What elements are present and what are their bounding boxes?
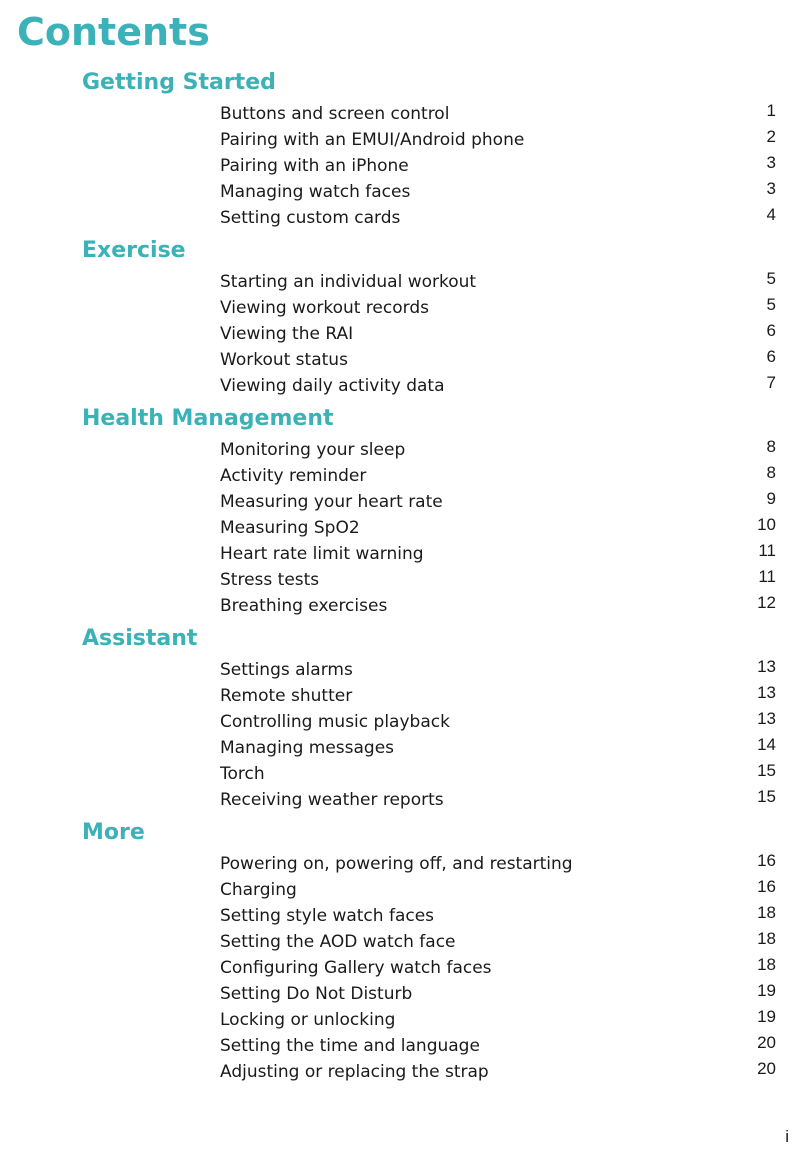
entry-title[interactable]: Viewing daily activity data xyxy=(220,376,445,396)
entry-title[interactable]: Configuring Gallery watch faces xyxy=(220,958,492,978)
entry-title[interactable]: Breathing exercises xyxy=(220,596,388,616)
toc-entry[interactable] xyxy=(0,1030,808,1056)
entry-title[interactable]: Heart rate limit warning xyxy=(220,544,424,564)
entry-title[interactable]: Settings alarms xyxy=(220,660,353,680)
toc-entry[interactable] xyxy=(0,202,808,228)
toc-entry[interactable] xyxy=(0,266,808,292)
toc-entry[interactable] xyxy=(0,486,808,512)
entry-title[interactable]: Powering on, powering off, and restarting xyxy=(220,854,573,874)
entry-page-number[interactable]: 18 xyxy=(757,955,776,974)
section-heading[interactable]: More xyxy=(82,820,145,845)
entry-title[interactable]: Stress tests xyxy=(220,570,320,590)
entry-title[interactable]: Pairing with an iPhone xyxy=(220,156,409,176)
entry-title[interactable]: Managing messages xyxy=(220,738,395,758)
entry-page-number[interactable]: 16 xyxy=(757,851,776,870)
entry-title[interactable]: Locking or unlocking xyxy=(220,1010,396,1030)
toc-entry[interactable] xyxy=(0,732,808,758)
toc-section-exercise xyxy=(0,236,808,396)
entry-title[interactable]: Starting an individual workout xyxy=(220,272,477,292)
toc-entry[interactable] xyxy=(0,564,808,590)
entry-page-number[interactable]: 20 xyxy=(757,1059,776,1078)
entry-page-number[interactable]: 4 xyxy=(766,205,776,224)
entry-title[interactable]: Measuring SpO2 xyxy=(220,518,360,538)
table-of-contents xyxy=(0,68,808,1082)
entry-title[interactable]: Setting the AOD watch face xyxy=(220,932,456,952)
entry-title[interactable]: Adjusting or replacing the strap xyxy=(220,1062,489,1082)
section-heading[interactable]: Getting Started xyxy=(82,70,276,95)
entry-title[interactable]: Setting style watch faces xyxy=(220,906,435,926)
entry-title[interactable]: Setting Do Not Disturb xyxy=(220,984,413,1004)
entry-page-number[interactable]: 5 xyxy=(766,295,776,314)
entry-page-number[interactable]: 7 xyxy=(766,373,776,392)
toc-entry[interactable] xyxy=(0,292,808,318)
entry-page-number[interactable]: 6 xyxy=(766,321,776,340)
toc-entry[interactable] xyxy=(0,434,808,460)
toc-section-more xyxy=(0,818,808,1082)
entry-page-number[interactable]: 8 xyxy=(766,437,776,456)
entry-title[interactable]: Workout status xyxy=(220,350,348,370)
footer-page-number: i xyxy=(785,1127,789,1146)
entry-title[interactable]: Charging xyxy=(220,880,297,900)
entry-title[interactable]: Receiving weather reports xyxy=(220,790,444,810)
entry-page-number[interactable]: 11 xyxy=(758,567,776,586)
entry-page-number[interactable]: 8 xyxy=(766,463,776,482)
entry-title[interactable]: Buttons and screen control xyxy=(220,104,450,124)
toc-entry[interactable] xyxy=(0,900,808,926)
toc-entry[interactable] xyxy=(0,874,808,900)
entry-title[interactable]: Viewing workout records xyxy=(220,298,429,318)
entry-page-number[interactable]: 5 xyxy=(766,269,776,288)
entry-page-number[interactable]: 13 xyxy=(757,657,776,676)
entry-page-number[interactable]: 6 xyxy=(766,347,776,366)
toc-entry[interactable] xyxy=(0,98,808,124)
toc-entry[interactable] xyxy=(0,512,808,538)
toc-entry[interactable] xyxy=(0,926,808,952)
entry-page-number[interactable]: 13 xyxy=(757,709,776,728)
entry-page-number[interactable]: 3 xyxy=(766,179,776,198)
toc-entry[interactable] xyxy=(0,654,808,680)
toc-entry[interactable] xyxy=(0,1004,808,1030)
entry-page-number[interactable]: 15 xyxy=(757,787,776,806)
toc-entry[interactable] xyxy=(0,370,808,396)
entry-title[interactable]: Monitoring your sleep xyxy=(220,440,406,460)
entry-page-number[interactable]: 14 xyxy=(757,735,776,754)
toc-entry[interactable] xyxy=(0,538,808,564)
entry-page-number[interactable]: 18 xyxy=(757,929,776,948)
entry-page-number[interactable]: 3 xyxy=(766,153,776,172)
entry-page-number[interactable]: 15 xyxy=(757,761,776,780)
entry-page-number[interactable]: 2 xyxy=(766,127,776,146)
entry-title[interactable]: Torch xyxy=(220,764,265,784)
entry-page-number[interactable]: 1 xyxy=(766,101,776,120)
toc-entry[interactable] xyxy=(0,758,808,784)
entry-page-number[interactable]: 19 xyxy=(757,981,776,1000)
entry-page-number[interactable]: 11 xyxy=(758,541,776,560)
toc-section-health-management xyxy=(0,404,808,616)
entry-title[interactable]: Controlling music playback xyxy=(220,712,450,732)
toc-entry[interactable] xyxy=(0,706,808,732)
section-heading[interactable]: Exercise xyxy=(82,238,186,263)
entry-title[interactable]: Setting custom cards xyxy=(220,208,401,228)
toc-section-assistant xyxy=(0,624,808,810)
toc-entry[interactable] xyxy=(0,590,808,616)
entry-title[interactable]: Activity reminder xyxy=(220,466,367,486)
section-heading[interactable]: Assistant xyxy=(82,626,198,651)
toc-entry[interactable] xyxy=(0,952,808,978)
entry-page-number[interactable]: 16 xyxy=(757,877,776,896)
entry-title[interactable]: Managing watch faces xyxy=(220,182,411,202)
entry-page-number[interactable]: 9 xyxy=(766,489,776,508)
entry-page-number[interactable]: 18 xyxy=(757,903,776,922)
page-title: Contents xyxy=(17,10,210,54)
toc-entry[interactable] xyxy=(0,784,808,810)
toc-entry[interactable] xyxy=(0,978,808,1004)
entry-page-number[interactable]: 10 xyxy=(757,515,776,534)
entry-page-number[interactable]: 13 xyxy=(757,683,776,702)
entry-title[interactable]: Remote shutter xyxy=(220,686,353,706)
toc-section-getting-started xyxy=(0,68,808,228)
toc-entry[interactable] xyxy=(0,318,808,344)
toc-entry[interactable] xyxy=(0,124,808,150)
entry-title[interactable]: Setting the time and language xyxy=(220,1036,480,1056)
toc-entry[interactable] xyxy=(0,848,808,874)
toc-entry[interactable] xyxy=(0,460,808,486)
entry-title[interactable]: Measuring your heart rate xyxy=(220,492,443,512)
toc-entry[interactable] xyxy=(0,176,808,202)
entry-page-number[interactable]: 12 xyxy=(757,593,776,612)
entry-page-number[interactable]: 19 xyxy=(757,1007,776,1026)
toc-entry[interactable] xyxy=(0,344,808,370)
toc-entry[interactable] xyxy=(0,1056,808,1082)
section-heading[interactable]: Health Management xyxy=(82,406,334,431)
entry-title[interactable]: Pairing with an EMUI/Android phone xyxy=(220,130,525,150)
entry-page-number[interactable]: 20 xyxy=(757,1033,776,1052)
toc-entry[interactable] xyxy=(0,680,808,706)
entry-title[interactable]: Viewing the RAI xyxy=(220,324,354,344)
toc-entry[interactable] xyxy=(0,150,808,176)
